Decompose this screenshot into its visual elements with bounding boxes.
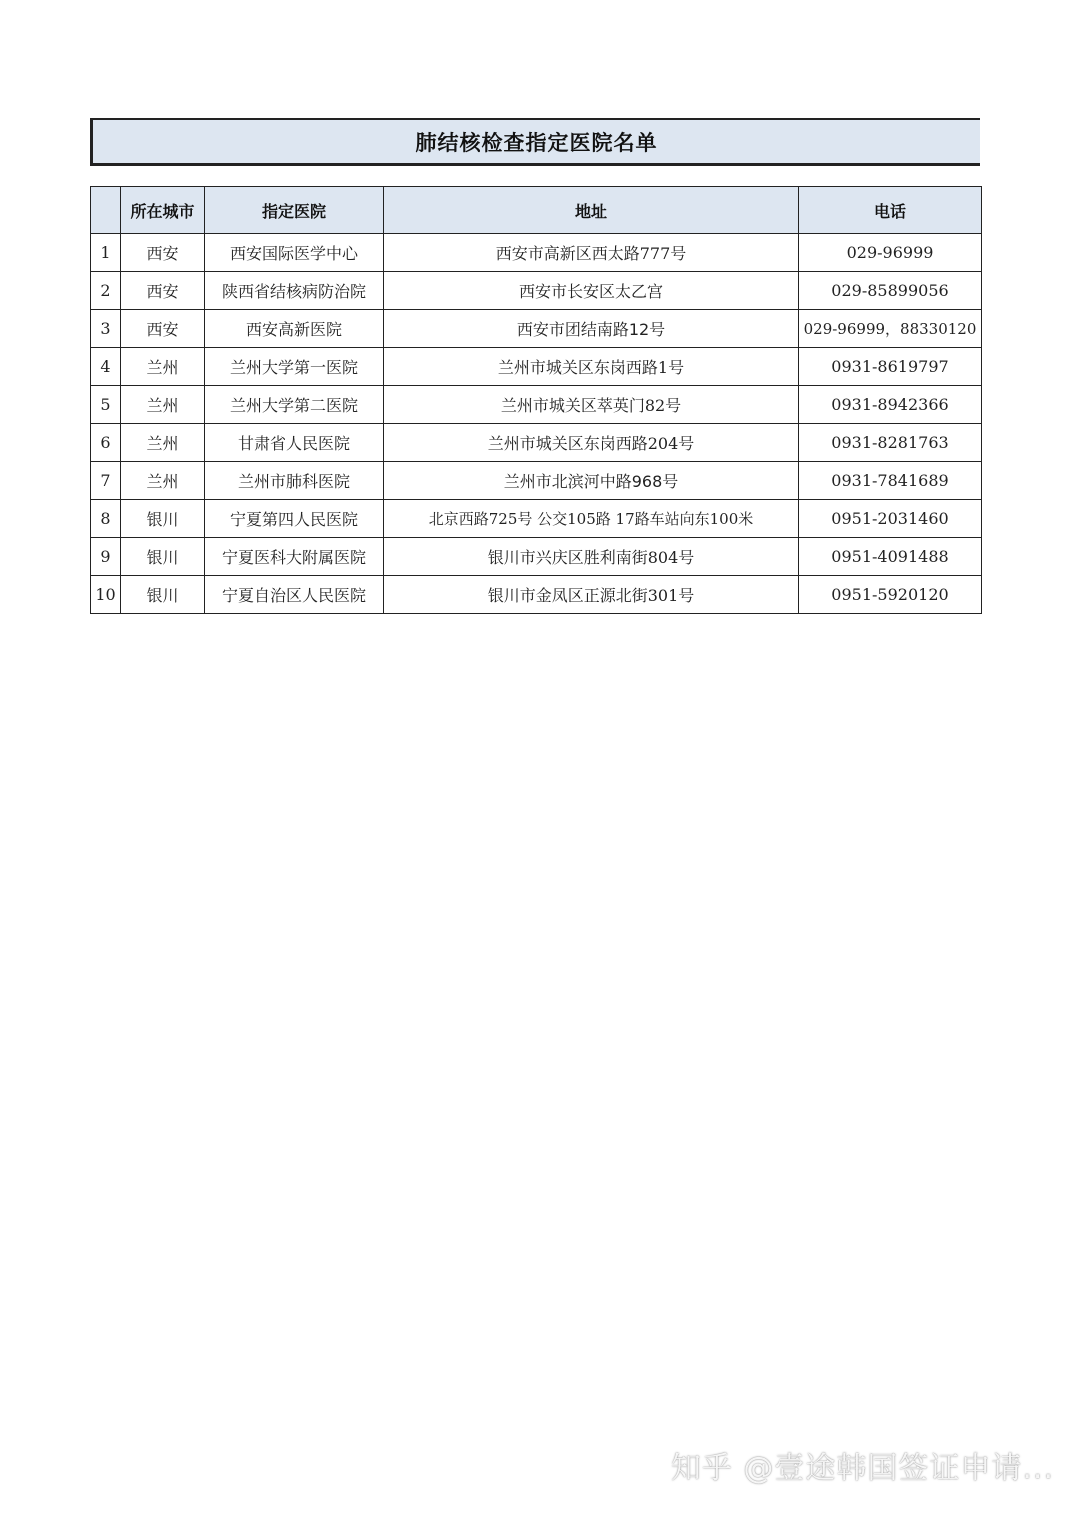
phone-cell: 0951-5920120 (799, 576, 982, 614)
address-cell: 兰州市城关区萃英门82号 (384, 386, 799, 424)
page-title: 肺结核检查指定医院名单 (415, 130, 658, 155)
table-row (91, 462, 982, 500)
row-number: 7 (91, 462, 121, 500)
row-number: 3 (91, 310, 121, 348)
table-header-row (91, 187, 982, 234)
address-cell: 西安市高新区西太路777号 (384, 234, 799, 272)
hospital-cell: 兰州大学第一医院 (205, 348, 384, 386)
phone-cell: 0951-4091488 (799, 538, 982, 576)
table-row (91, 310, 982, 348)
city-cell: 西安 (121, 310, 205, 348)
city-cell: 西安 (121, 272, 205, 310)
table-row (91, 576, 982, 614)
table-row (91, 500, 982, 538)
city-cell: 西安 (121, 234, 205, 272)
city-cell: 兰州 (121, 424, 205, 462)
hospital-cell: 宁夏第四人民医院 (205, 500, 384, 538)
hospital-cell: 陕西省结核病防治院 (205, 272, 384, 310)
hospital-cell: 甘肃省人民医院 (205, 424, 384, 462)
row-number: 2 (91, 272, 121, 310)
row-number: 8 (91, 500, 121, 538)
address-cell: 西安市团结南路12号 (384, 310, 799, 348)
hospital-cell: 西安国际医学中心 (205, 234, 384, 272)
row-number: 4 (91, 348, 121, 386)
table-row (91, 234, 982, 272)
column-header-address: 地址 (384, 187, 799, 234)
table-row (91, 386, 982, 424)
title-banner (90, 118, 980, 166)
column-header-phone: 电话 (799, 187, 982, 234)
hospital-cell: 宁夏自治区人民医院 (205, 576, 384, 614)
column-header-city: 所在城市 (121, 187, 205, 234)
address-cell: 银川市兴庆区胜利南街804号 (384, 538, 799, 576)
city-cell: 银川 (121, 538, 205, 576)
address-cell: 兰州市北滨河中路968号 (384, 462, 799, 500)
table-row (91, 538, 982, 576)
column-header-index (91, 187, 121, 234)
table-row (91, 348, 982, 386)
city-cell: 兰州 (121, 462, 205, 500)
address-cell: 银川市金凤区正源北街301号 (384, 576, 799, 614)
row-number: 6 (91, 424, 121, 462)
row-number: 10 (91, 576, 121, 614)
hospital-cell: 兰州市肺科医院 (205, 462, 384, 500)
address-cell: 兰州市城关区东岗西路204号 (384, 424, 799, 462)
phone-cell: 0931-8281763 (799, 424, 982, 462)
table-row (91, 272, 982, 310)
hospital-cell: 兰州大学第二医院 (205, 386, 384, 424)
phone-cell: 029-96999 (799, 234, 982, 272)
address-cell: 兰州市城关区东岗西路1号 (384, 348, 799, 386)
city-cell: 兰州 (121, 386, 205, 424)
address-cell: 西安市长安区太乙宫 (384, 272, 799, 310)
hospital-cell: 宁夏医科大附属医院 (205, 538, 384, 576)
hospital-table (90, 186, 982, 614)
phone-cell: 0931-8942366 (799, 386, 982, 424)
city-cell: 银川 (121, 500, 205, 538)
column-header-hospital: 指定医院 (205, 187, 384, 234)
row-number: 9 (91, 538, 121, 576)
table-row (91, 424, 982, 462)
address-cell: 北京西路725号 公交105路 17路车站向东100米 (384, 500, 799, 538)
row-number: 5 (91, 386, 121, 424)
watermark: 知乎 @壹途韩国签证申请... (670, 1451, 1054, 1486)
phone-cell: 029-96999，88330120 (799, 310, 982, 348)
row-number: 1 (91, 234, 121, 272)
phone-cell: 0951-2031460 (799, 500, 982, 538)
city-cell: 银川 (121, 576, 205, 614)
phone-cell: 029-85899056 (799, 272, 982, 310)
phone-cell: 0931-8619797 (799, 348, 982, 386)
hospital-cell: 西安高新医院 (205, 310, 384, 348)
phone-cell: 0931-7841689 (799, 462, 982, 500)
city-cell: 兰州 (121, 348, 205, 386)
